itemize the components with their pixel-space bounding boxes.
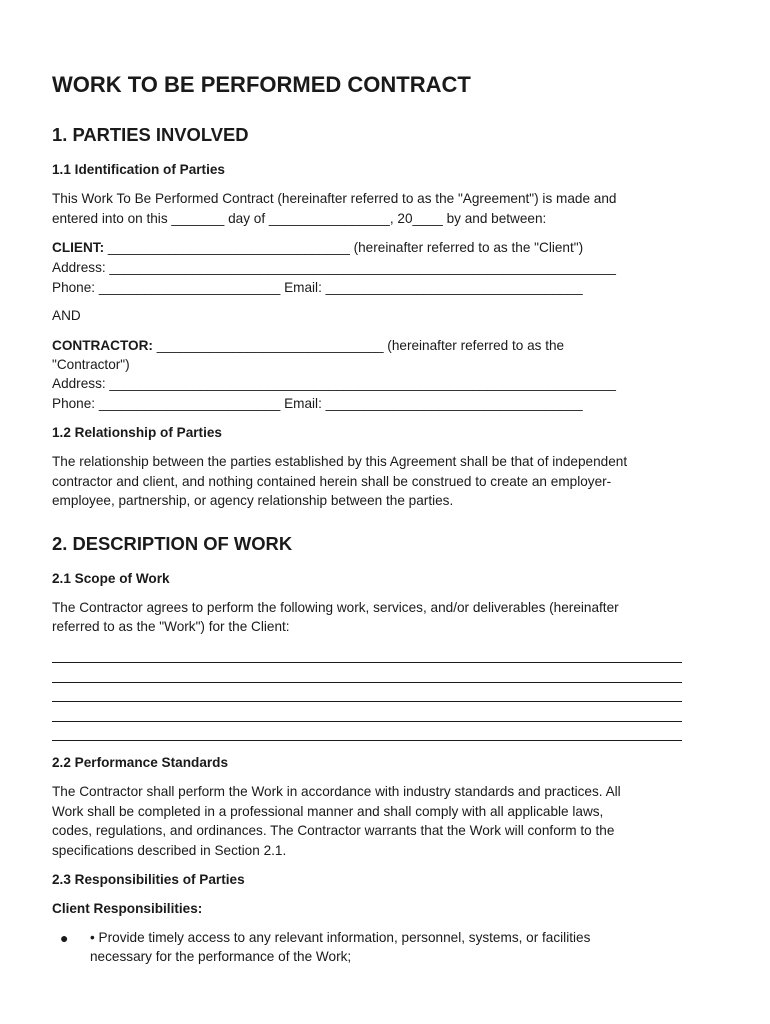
contractor-label: CONTRACTOR: xyxy=(52,338,153,353)
section-1-heading: 1. PARTIES INVOLVED xyxy=(52,124,249,145)
bullet-icon: ● xyxy=(60,930,69,946)
section-1-2-heading: 1.2 Relationship of Parties xyxy=(52,425,222,440)
client-name-blank: ________________________________ (hereinafter referred to as the "Client") xyxy=(104,240,584,255)
contractor-line-2: "Contractor") xyxy=(52,357,130,372)
contractor-line xyxy=(52,336,564,356)
relationship-line-3: employee, partnership, or agency relationship between the parties. xyxy=(52,493,454,508)
performance-line-3: codes, regulations, and ordinances. The Contractor warrants that the Work will conform to the xyxy=(52,823,615,838)
client-line xyxy=(52,238,583,258)
relationship-line-2: contractor and client, and nothing contained herein shall be construed to create an employer- xyxy=(52,474,612,489)
performance-line-4: specifications described in Section 2.1. xyxy=(52,843,287,858)
section-1-1-heading: 1.1 Identification of Parties xyxy=(52,162,225,177)
section-2-2-heading: 2.2 Performance Standards xyxy=(52,755,229,770)
work-description-blank-line xyxy=(52,701,682,702)
contractor-phone-email-line: Phone: ________________________ Email: __________________________________ xyxy=(52,396,583,411)
section-2-1-heading: 2.1 Scope of Work xyxy=(52,571,170,586)
intro-line-2: entered into on this _______ day of ________________, 20____ by and between: xyxy=(52,211,547,226)
relationship-line-1: The relationship between the parties established by this Agreement shall be that of independent xyxy=(52,454,628,469)
and-separator: AND xyxy=(52,308,81,323)
intro-line-1: This Work To Be Performed Contract (hereinafter referred to as the "Agreement") is made and xyxy=(52,191,617,206)
work-description-blank-line xyxy=(52,662,682,663)
client-responsibilities-heading: Client Responsibilities: xyxy=(52,901,203,916)
work-description-blank-line xyxy=(52,740,682,741)
performance-line-1: The Contractor shall perform the Work in accordance with industry standards and practices. All xyxy=(52,784,621,799)
client-responsibility-item-1-line-2: necessary for the performance of the Work; xyxy=(90,949,352,964)
contractor-name-blank: ______________________________ (hereinafter referred to as the xyxy=(152,338,565,353)
scope-line-1: The Contractor agrees to perform the following work, services, and/or deliverables (hereinafter xyxy=(52,600,619,615)
scope-line-2: referred to as the "Work") for the Client: xyxy=(52,619,290,634)
contractor-address-line: Address: ___________________________________________________________________ xyxy=(52,376,616,391)
performance-line-2: Work shall be completed in a professional manner and shall comply with all applicable laws, xyxy=(52,804,604,819)
section-2-heading: 2. DESCRIPTION OF WORK xyxy=(52,533,293,554)
work-description-blank-line xyxy=(52,682,682,683)
document-title: WORK TO BE PERFORMED CONTRACT xyxy=(52,72,471,97)
section-2-3-heading: 2.3 Responsibilities of Parties xyxy=(52,872,245,887)
client-responsibility-item-1-line-1: • Provide timely access to any relevant information, personnel, systems, or facilities xyxy=(90,930,591,945)
work-description-blank-line xyxy=(52,721,682,722)
client-phone-email-line: Phone: ________________________ Email: __________________________________ xyxy=(52,280,583,295)
client-label: CLIENT: xyxy=(52,240,105,255)
client-address-line: Address: ___________________________________________________________________ xyxy=(52,260,616,275)
